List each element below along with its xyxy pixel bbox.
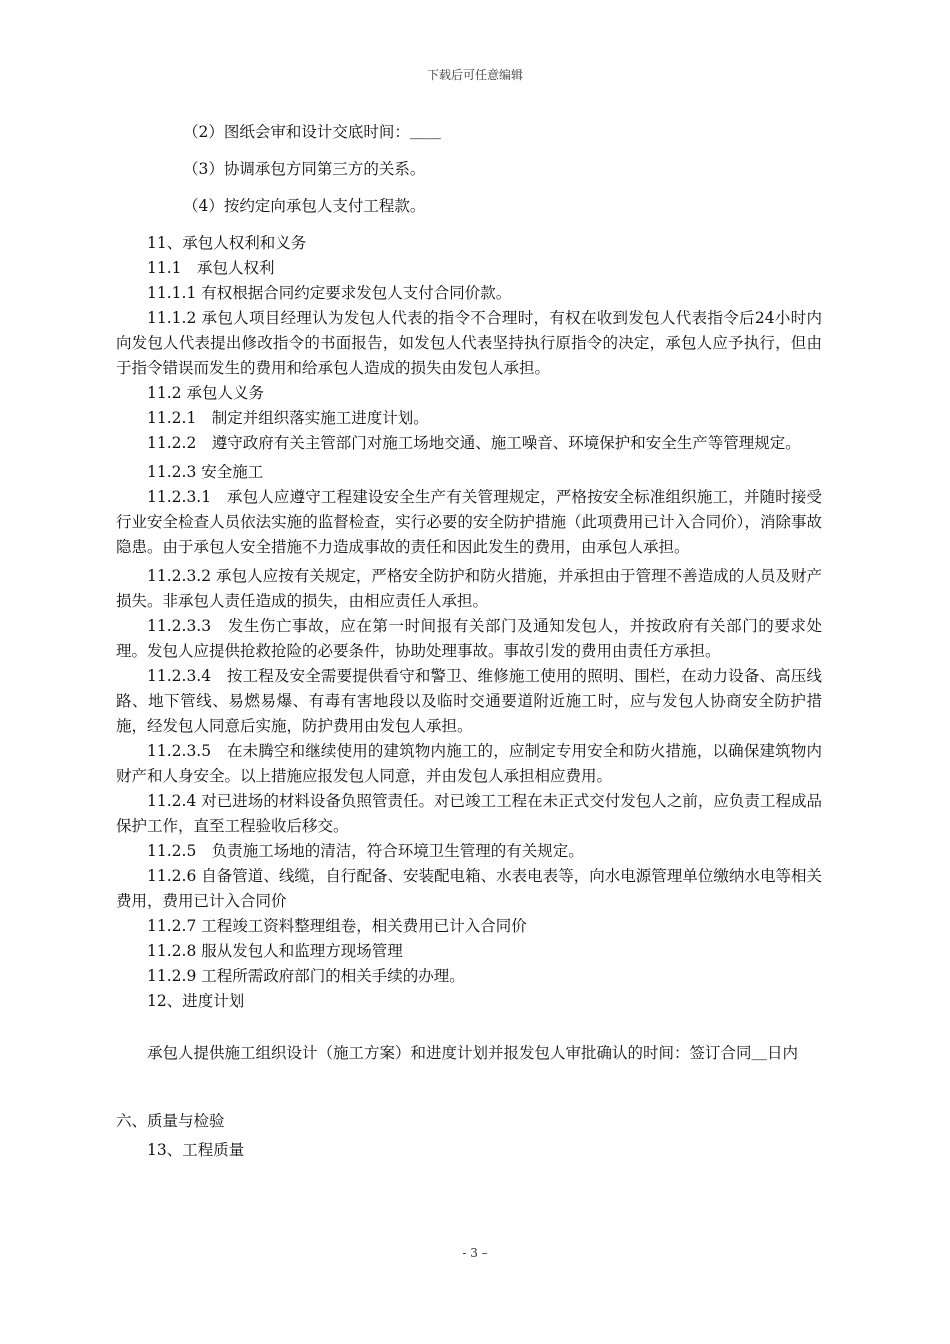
- heading-safety-construction: 11.2.3 安全施工: [147, 463, 264, 481]
- page-header: 下载后可任意编辑: [426, 68, 523, 82]
- list-item: （2）图纸会审和设计交底时间：＿＿: [183, 123, 441, 141]
- list-item: （4）按约定向承包人支付工程款。: [183, 197, 426, 215]
- paragraph: 11.2.2 遵守政府有关主管部门对施工场地交通、施工噪音、环境保护和安全生产等管理规定。: [147, 434, 801, 452]
- document-body: [116, 120, 822, 1163]
- paragraph: 11.2.3.5 在未腾空和继续使用的建筑物内施工的，应制定专用安全和防火措施，以确保建筑物内财产和人身安全。以上措施应报发包人同意，并由发包人承担相应费用。: [116, 742, 822, 785]
- paragraph: 11.2.1 制定并组织落实施工进度计划。: [147, 409, 429, 427]
- heading-contractor-obligations: 11.2 承包人义务: [147, 384, 264, 402]
- paragraph: 11.2.3.4 按工程及安全需要提供看守和警卫、维修施工使用的照明、围栏，在动力设备、高压线路、地下管线、易燃易爆、有毒有害地段以及临时交通要道附近施工时，应与发包人协商安全防护措施，经发包人同意后实施，防护费用由发包人承担。: [116, 667, 822, 735]
- heading-contractor-rights: 11.1 承包人权利: [147, 259, 275, 277]
- heading-schedule: 12、进度计划: [147, 992, 245, 1010]
- paragraph: 11.2.7 工程竣工资料整理组卷，相关费用已计入合同价: [147, 917, 527, 935]
- paragraph: 11.2.3.1 承包人应遵守工程建设安全生产有关管理规定，严格按安全标准组织施工，并随时接受行业安全检查人员依法实施的监督检查，实行必要的安全防护措施（此项费用已计入合同价），消除事故隐患。由于承包人安全措施不力造成事故的责任和因此发生的费用，由承包人承担。: [116, 488, 822, 556]
- section-title: 六、质量与检验: [116, 1112, 225, 1130]
- paragraph: 11.2.5 负责施工场地的清洁，符合环境卫生管理的有关规定。: [147, 842, 584, 860]
- paragraph: 11.2.4 对已进场的材料设备负照管责任。对已竣工工程在未正式交付发包人之前，应负责工程成品保护工作，直至工程验收后移交。: [116, 792, 822, 835]
- paragraph: 11.2.8 服从发包人和监理方现场管理: [147, 942, 403, 960]
- paragraph: 11.1.1 有权根据合同约定要求发包人支付合同价款。: [147, 284, 512, 302]
- paragraph: 11.2.3.3 发生伤亡事故，应在第一时间报有关部门及通知发包人，并按政府有关部门的要求处理。发包人应提供抢救抢险的必要条件，协助处理事故。事故引发的费用由责任方承担。: [116, 617, 822, 660]
- schedule-paragraph: 承包人提供施工组织设计（施工方案）和进度计划并报发包人审批确认的时间：签订合同＿日内: [147, 1044, 799, 1062]
- paragraph: 11.2.6 自备管道、线缆，自行配备、安装配电箱、水表电表等，向水电源管理单位缴纳水电等相关费用，费用已计入合同价: [116, 867, 822, 910]
- paragraph: 11.2.9 工程所需政府部门的相关手续的办理。: [147, 967, 465, 985]
- subsection-title: 13、工程质量: [147, 1141, 245, 1159]
- heading-contractor-rights-obligations: 11、承包人权利和义务: [147, 234, 307, 252]
- page-number: - 3 –: [462, 1246, 488, 1260]
- paragraph: 11.1.2 承包人项目经理认为发包人代表的指令不合理时，有权在收到发包人代表指令后24小时内向发包人代表提出修改指令的书面报告，如发包人代表坚持执行原指令的决定，承包人应予执行，但由于指令错误而发生的费用和给承包人造成的损失由发包人承担。: [116, 309, 822, 377]
- list-item: （3）协调承包方同第三方的关系。: [183, 160, 426, 178]
- paragraph: 11.2.3.2 承包人应按有关规定，严格安全防护和防火措施，并承担由于管理不善造成的人员及财产损失。非承包人责任造成的损失，由相应责任人承担。: [116, 567, 822, 610]
